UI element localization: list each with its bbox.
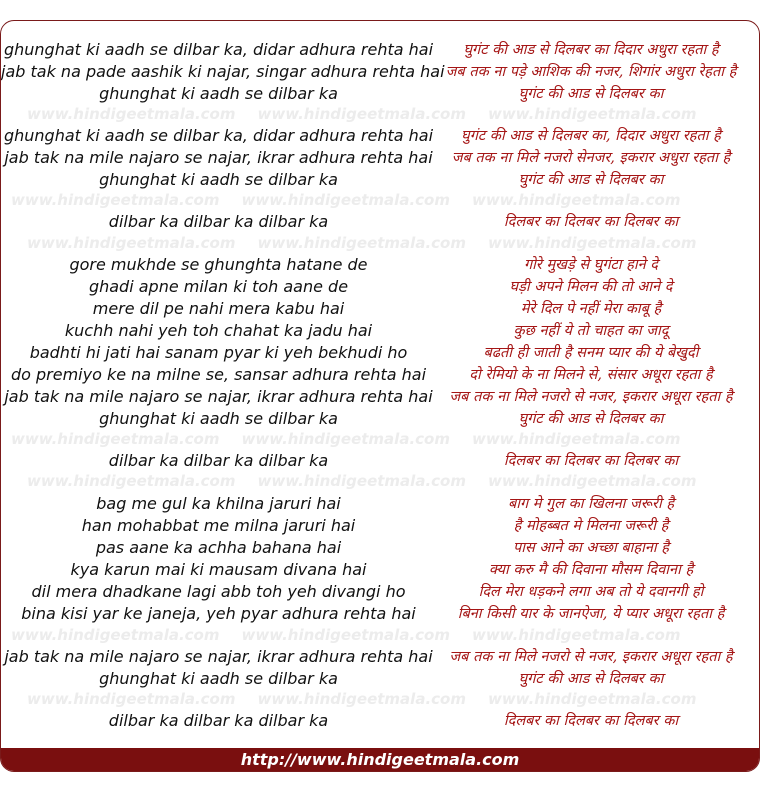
lyric-line-hindi: घुगंट की आड से दिलबर का दिदार अधुरा रहता है (463, 42, 719, 58)
lyric-line-hindi: दिलबर का दिलबर का दिलबर का (503, 713, 679, 729)
lyric-line-english: ghunghat ki aadh se dilbar ka (99, 170, 338, 189)
watermark-text: www.hindigeetmala.com (27, 234, 236, 252)
watermark-text: www.hindigeetmala.com (471, 626, 681, 644)
watermark-row (1, 105, 760, 127)
lyric-line-hindi: मेरे दिल पे नहीं मेरा काबू है (520, 301, 662, 317)
lyric-line-hindi: घुगंट की आड से दिलबर का (518, 671, 664, 687)
lyric-line-english: bag me gul ka khilna jaruri hai (96, 494, 341, 513)
footer-bar (1, 748, 759, 771)
watermark-text: www.hindigeetmala.com (241, 626, 450, 644)
lyric-line-english: ghunghat ki aadh se dilbar ka, didar adhura rehta hai (3, 126, 434, 145)
lyric-line-hindi: बिना किसी यार के जानऐजा, ये प्यार अधूरा रहता है (457, 606, 725, 622)
lyric-line-hindi: क्या करु मै की दिवाना मौसम दिवाना है (488, 562, 694, 578)
watermark-text: www.hindigeetmala.com (257, 472, 466, 490)
watermark-text: www.hindigeetmala.com (241, 191, 450, 209)
watermark-text: www.hindigeetmala.com (257, 690, 466, 708)
lyric-line-hindi: दिलबर का दिलबर का दिलबर का (503, 453, 679, 469)
watermark-row (1, 690, 760, 712)
lyric-line-hindi: घुगंट की आड से दिलबर का (518, 86, 664, 102)
watermark-text: www.hindigeetmala.com (471, 191, 681, 209)
lyric-line-english: pas aane ka achha bahana hai (95, 538, 342, 557)
lyric-line-hindi: दो रेमियो के ना मिलने से, संसार अधूरा रहता है (469, 367, 713, 383)
watermark-text: www.hindigeetmala.com (257, 105, 466, 123)
lyric-line-hindi: है मोहब्बत मे मिलना जरूरी है (513, 518, 669, 534)
lyric-line-hindi: जब तक ना मिले नजरो सेनजर, इकरार अधुरा रहता है (451, 150, 731, 166)
lyric-line-hindi: पास आने का अच्छा बाहाना है (513, 540, 669, 556)
watermark-row (1, 430, 760, 452)
watermark-text: www.hindigeetmala.com (27, 472, 236, 490)
lyric-line-hindi: घड़ी अपने मिलन की तो आने दे (509, 279, 673, 295)
watermark-text: www.hindigeetmala.com (27, 105, 236, 123)
lyric-line-english: dilbar ka dilbar ka dilbar ka (108, 711, 329, 730)
lyric-line-english: kuchh nahi yeh toh chahat ka jadu hai (64, 321, 373, 340)
watermark-row (1, 191, 760, 213)
lyrics-card (0, 20, 760, 772)
lyric-line-english: han mohabbat me milna jaruri hai (81, 516, 356, 535)
lyric-line-hindi: जब तक ना पड़े आशिक की नजर, शिगांर अधुरा रेहता है (445, 64, 737, 80)
lyric-line-hindi: दिल मेरा धड़कने लगा अब तो ये दवानगी हो (478, 584, 704, 600)
lyric-line-english: kya karun mai ki mausam divana hai (70, 560, 367, 579)
watermark-text: www.hindigeetmala.com (241, 430, 450, 448)
lyric-line-english: jab tak na mile najaro se najar, ikrar adhura rehta hai (4, 148, 433, 167)
lyric-line-english: jab tak na pade aashik ki najar, singar adhura rehta hai (1, 62, 445, 81)
lyric-line-hindi: घुगंट की आड से दिलबर का (518, 172, 664, 188)
lyric-line-english: jab tak na mile najaro se najar, ikrar adhura rehta hai (4, 647, 433, 666)
watermark-text: www.hindigeetmala.com (487, 234, 697, 252)
lyric-line-english: dil mera dhadkane lagi abb toh yeh divangi ho (31, 582, 406, 601)
watermark-text: www.hindigeetmala.com (487, 105, 697, 123)
lyric-line-english: jab tak na mile najaro se najar, ikrar adhura rehta hai (4, 387, 433, 406)
lyric-line-english: dilbar ka dilbar ka dilbar ka (108, 451, 329, 470)
lyric-line-english: ghunghat ki aadh se dilbar ka (99, 84, 338, 103)
watermark-text: www.hindigeetmala.com (11, 430, 220, 448)
lyric-line-english: badhti hi jati hai sanam pyar ki yeh bekhudi ho (29, 343, 408, 362)
watermark-row (1, 472, 760, 494)
watermark-text: www.hindigeetmala.com (487, 690, 697, 708)
watermark-text: www.hindigeetmala.com (257, 234, 466, 252)
lyric-line-hindi: दिलबर का दिलबर का दिलबर का (503, 214, 679, 230)
lyric-line-hindi: जब तक ना मिले नजरो से नजर, इकरार अधूरा रहता है (449, 389, 733, 405)
lyric-line-english: ghadi apne milan ki toh aane de (88, 277, 349, 296)
lyric-line-english: ghunghat ki aadh se dilbar ka (99, 669, 338, 688)
watermark-text: www.hindigeetmala.com (487, 472, 697, 490)
footer-url[interactable]: http://www.hindigeetmala.com (240, 750, 520, 769)
lyric-line-english: ghunghat ki aadh se dilbar ka, didar adhura rehta hai (3, 40, 434, 59)
lyric-line-hindi: बढती ही जाती है सनम प्यार की ये बेखुदी (483, 345, 699, 361)
lyric-line-english: do premiyo ke na milne se, sansar adhura rehta hai (10, 365, 427, 384)
lyric-line-english: bina kisi yar ke janeja, yeh pyar adhura rehta hai (21, 604, 416, 623)
watermark-row (1, 234, 760, 256)
watermark-text: www.hindigeetmala.com (11, 191, 220, 209)
lyric-line-hindi: जब तक ना मिले नजरो से नजर, इकरार अधूरा रहता है (449, 649, 733, 665)
watermark-row (1, 626, 760, 648)
lyric-line-hindi: गोरे मुखड़े से घुगंटा हाने दे (524, 257, 658, 273)
lyric-line-hindi: घुगंट की आड से दिलबर का, दिदार अधुरा रहता है (461, 128, 721, 144)
lyric-line-english: gore mukhde se ghunghta hatane de (69, 255, 368, 274)
lyric-line-english: dilbar ka dilbar ka dilbar ka (108, 212, 329, 231)
lyric-line-hindi: कुछ नहीं ये तो चाहत का जादू (513, 323, 669, 339)
lyric-line-hindi: बाग मे गुल का खिलना जरूरी है (507, 496, 675, 512)
watermark-text: www.hindigeetmala.com (11, 626, 220, 644)
watermark-text: www.hindigeetmala.com (471, 430, 681, 448)
watermark-text: www.hindigeetmala.com (27, 690, 236, 708)
lyric-line-hindi: घुगंट की आड से दिलबर का (518, 411, 664, 427)
lyric-line-english: ghunghat ki aadh se dilbar ka (99, 409, 338, 428)
lyric-line-english: mere dil pe nahi mera kabu hai (92, 299, 345, 318)
